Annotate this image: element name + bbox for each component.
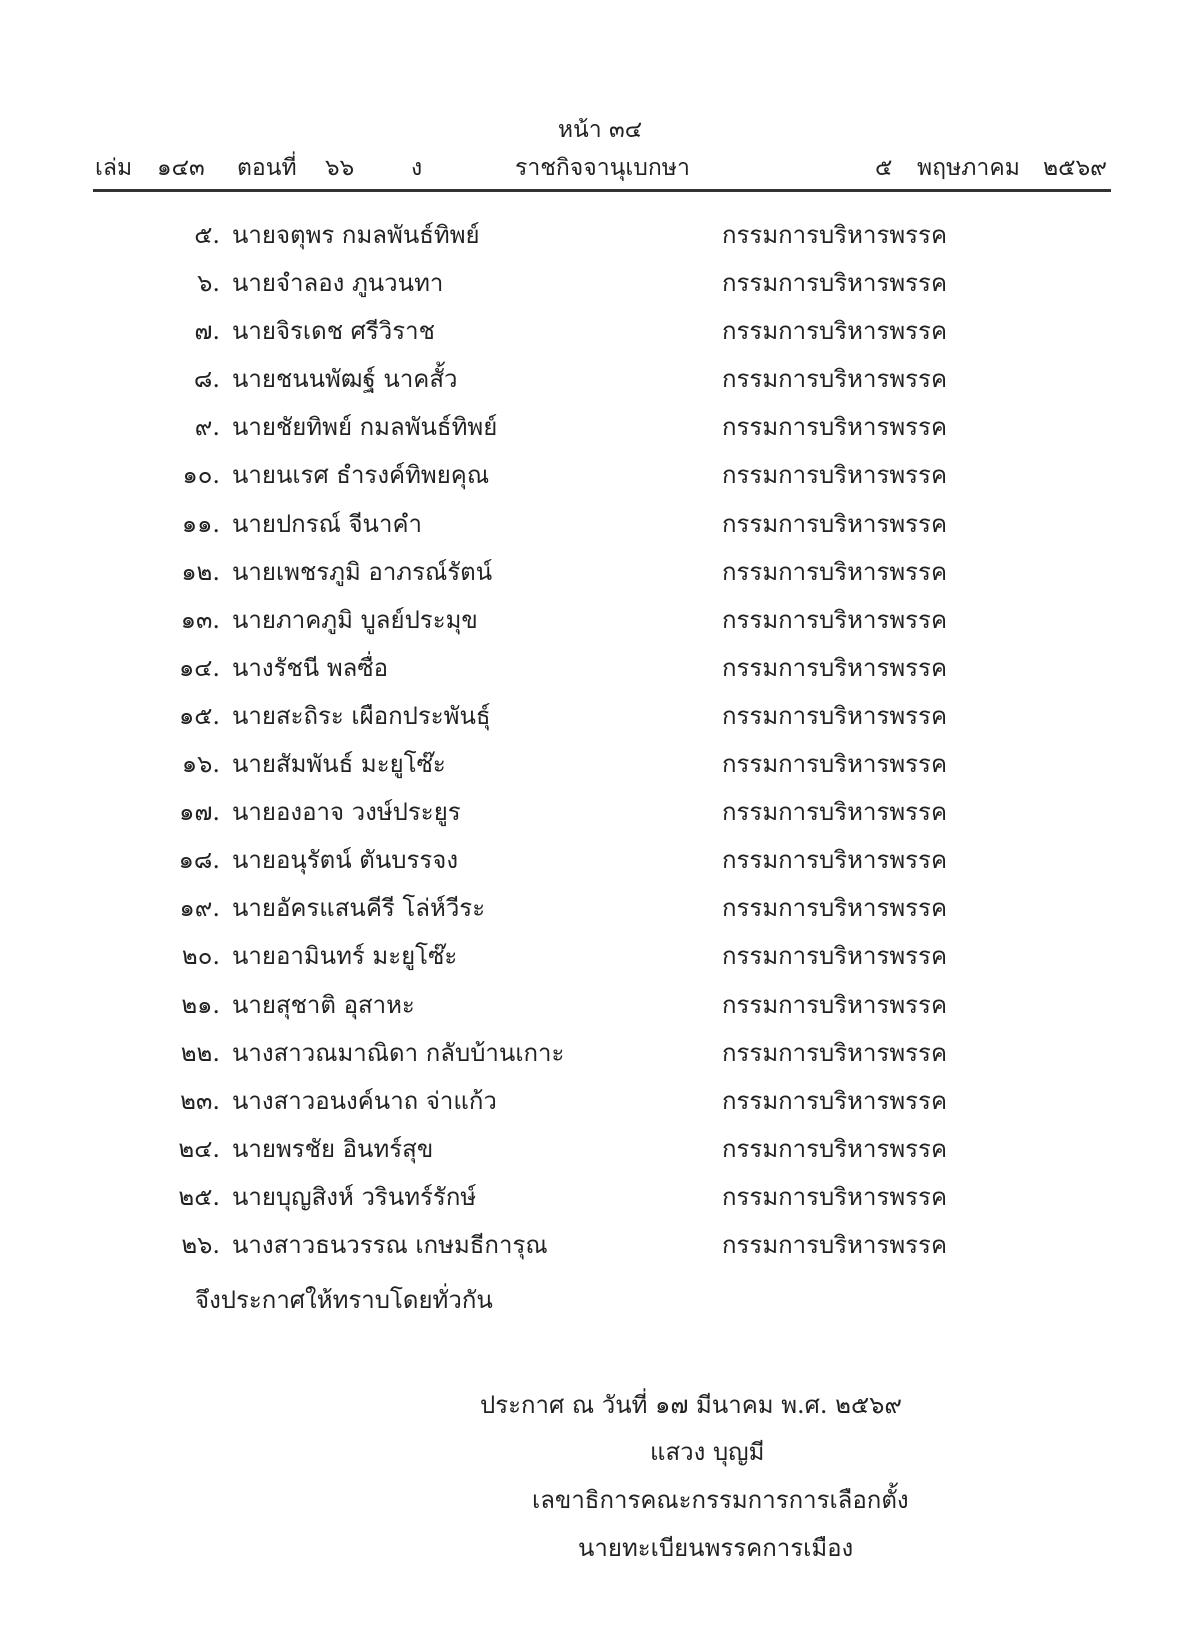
member-position: กรรมการบริหารพรรค bbox=[722, 750, 947, 779]
member-name: นายเพชรภูมิ อาภรณ์รัตน์ bbox=[232, 557, 493, 586]
list-item bbox=[0, 1084, 1200, 1132]
list-item bbox=[0, 1036, 1200, 1084]
member-number: ๑๓. bbox=[180, 605, 220, 634]
issue-number: ๖๖ bbox=[325, 155, 355, 181]
member-position: กรรมการบริหารพรรค bbox=[722, 1086, 947, 1115]
member-position: กรรมการบริหารพรรค bbox=[722, 509, 947, 538]
list-item bbox=[0, 362, 1200, 410]
member-number: ๒๒. bbox=[180, 1038, 220, 1067]
issue-day: ๕ bbox=[875, 155, 893, 181]
member-position: กรรมการบริหารพรรค bbox=[722, 653, 947, 682]
member-position: กรรมการบริหารพรรค bbox=[722, 1230, 947, 1259]
member-name: นายสุชาติ อุสาหะ bbox=[232, 990, 415, 1019]
member-position: กรรมการบริหารพรรค bbox=[722, 846, 947, 875]
member-number: ๘. bbox=[193, 365, 220, 394]
gazette-header bbox=[95, 150, 1110, 184]
list-item bbox=[0, 458, 1200, 506]
member-list bbox=[0, 218, 1200, 1276]
list-item bbox=[0, 507, 1200, 555]
list-item bbox=[0, 747, 1200, 795]
member-name: นางสาวณมาณิดา กลับบ้านเกาะ bbox=[232, 1038, 565, 1067]
member-position: กรรมการบริหารพรรค bbox=[722, 317, 947, 346]
member-name: นางสาวอนงค์นาถ จ่าแก้ว bbox=[232, 1086, 497, 1115]
member-position: กรรมการบริหารพรรค bbox=[722, 1182, 947, 1211]
announcement-date: ประกาศ ณ วันที่ ๑๗ มีนาคม พ.ศ. ๒๕๖๙ bbox=[480, 1391, 902, 1419]
list-item bbox=[0, 410, 1200, 458]
member-number: ๒๓. bbox=[180, 1086, 220, 1115]
member-name: นางสาวธนวรรณ เกษมธีการุณ bbox=[232, 1230, 548, 1259]
member-number: ๒๐. bbox=[181, 942, 220, 971]
member-position: กรรมการบริหารพรรค bbox=[722, 990, 947, 1019]
list-item bbox=[0, 1228, 1200, 1276]
header-rule bbox=[93, 189, 1111, 192]
member-name: นายจำลอง ภูนวนทา bbox=[232, 269, 444, 298]
closing-statement: จึงประกาศให้ทราบโดยทั่วกัน bbox=[195, 1286, 493, 1314]
member-name: นายภาคภูมิ บูลย์ประมุข bbox=[232, 605, 478, 634]
member-number: ๒๕. bbox=[178, 1182, 220, 1211]
member-name: นางรัชนี พลซื่อ bbox=[232, 653, 389, 682]
issue-label: ตอนที่ bbox=[237, 155, 297, 181]
member-number: ๑๐. bbox=[182, 461, 220, 490]
list-item bbox=[0, 699, 1200, 747]
member-number: ๙. bbox=[194, 413, 220, 442]
member-name: นายนเรศ ธำรงค์ทิพยคุณ bbox=[232, 461, 490, 490]
member-name: นายชัยทิพย์ กมลพันธ์ทิพย์ bbox=[232, 413, 498, 442]
list-item bbox=[0, 651, 1200, 699]
member-name: นายปกรณ์ จีนาคำ bbox=[232, 509, 422, 538]
list-item bbox=[0, 988, 1200, 1036]
member-number: ๖. bbox=[197, 269, 220, 298]
member-name: นายสะถิระ เผือกประพันธุ์ bbox=[232, 701, 491, 730]
member-number: ๒๑. bbox=[181, 990, 220, 1019]
member-number: ๒๖. bbox=[181, 1230, 220, 1259]
volume-label: เล่ม bbox=[95, 155, 133, 181]
list-item bbox=[0, 843, 1200, 891]
member-number: ๑๒. bbox=[181, 557, 220, 586]
member-position: กรรมการบริหารพรรค bbox=[722, 605, 947, 634]
member-name: นายสัมพันธ์ มะยูโซ๊ะ bbox=[232, 750, 446, 779]
member-number: ๑๖. bbox=[181, 750, 220, 779]
member-position: กรรมการบริหารพรรค bbox=[722, 221, 947, 249]
list-item bbox=[0, 218, 1200, 266]
member-position: กรรมการบริหารพรรค bbox=[722, 413, 947, 442]
member-name: นายชนนพัฒฐ์ นาคสั้ว bbox=[232, 365, 458, 394]
member-name: นายอนุรัตน์ ตันบรรจง bbox=[232, 846, 459, 875]
member-number: ๑๑. bbox=[181, 509, 220, 538]
member-position: กรรมการบริหารพรรค bbox=[722, 1134, 947, 1163]
member-name: นายองอาจ วงษ์ประยูร bbox=[232, 798, 461, 827]
member-name: นายจตุพร กมลพันธ์ทิพย์ bbox=[232, 221, 480, 249]
member-number: ๗. bbox=[194, 317, 220, 346]
list-item bbox=[0, 603, 1200, 651]
issue-year: ๒๕๖๙ bbox=[1043, 155, 1108, 181]
member-position: กรรมการบริหารพรรค bbox=[722, 1038, 947, 1067]
section-letter: ง bbox=[411, 155, 423, 181]
member-position: กรรมการบริหารพรรค bbox=[722, 942, 947, 971]
volume-number: ๑๔๓ bbox=[157, 155, 205, 181]
signatory-title: เลขาธิการคณะกรรมการการเลือกตั้ง bbox=[532, 1486, 909, 1514]
member-number: ๑๗. bbox=[179, 798, 220, 827]
member-name: นายพรชัย อินทร์สุข bbox=[232, 1134, 434, 1163]
member-number: ๕. bbox=[194, 221, 220, 249]
signatory-name: แสวง บุญมี bbox=[650, 1438, 765, 1466]
member-position: กรรมการบริหารพรรค bbox=[722, 798, 947, 827]
member-number: ๑๘. bbox=[178, 846, 220, 875]
list-item bbox=[0, 314, 1200, 362]
list-item bbox=[0, 891, 1200, 939]
member-number: ๑๙. bbox=[179, 894, 220, 923]
page-number: หน้า ๓๔ bbox=[557, 117, 643, 143]
list-item bbox=[0, 266, 1200, 314]
member-name: นายจิรเดช ศรีวิราช bbox=[232, 317, 435, 346]
member-number: ๒๔. bbox=[178, 1134, 220, 1163]
member-number: ๑๔. bbox=[178, 653, 220, 682]
member-name: นายบุญสิงห์ วรินทร์รักษ์ bbox=[232, 1182, 477, 1211]
member-position: กรรมการบริหารพรรค bbox=[722, 557, 947, 586]
gazette-title: ราชกิจจานุเบกษา bbox=[515, 155, 690, 181]
list-item bbox=[0, 555, 1200, 603]
list-item bbox=[0, 795, 1200, 843]
issue-month: พฤษภาคม bbox=[917, 155, 1020, 181]
list-item bbox=[0, 1132, 1200, 1180]
member-position: กรรมการบริหารพรรค bbox=[722, 701, 947, 730]
member-name: นายอัครแสนคีรี โล่ห์วีระ bbox=[232, 894, 486, 923]
member-name: นายอามินทร์ มะยูโซ๊ะ bbox=[232, 942, 458, 971]
member-position: กรรมการบริหารพรรค bbox=[722, 894, 947, 923]
member-position: กรรมการบริหารพรรค bbox=[722, 365, 947, 394]
signatory-title-secondary: นายทะเบียนพรรคการเมือง bbox=[578, 1534, 854, 1562]
member-position: กรรมการบริหารพรรค bbox=[722, 461, 947, 490]
member-number: ๑๕. bbox=[178, 701, 220, 730]
list-item bbox=[0, 939, 1200, 987]
member-position: กรรมการบริหารพรรค bbox=[722, 269, 947, 298]
list-item bbox=[0, 1180, 1200, 1228]
